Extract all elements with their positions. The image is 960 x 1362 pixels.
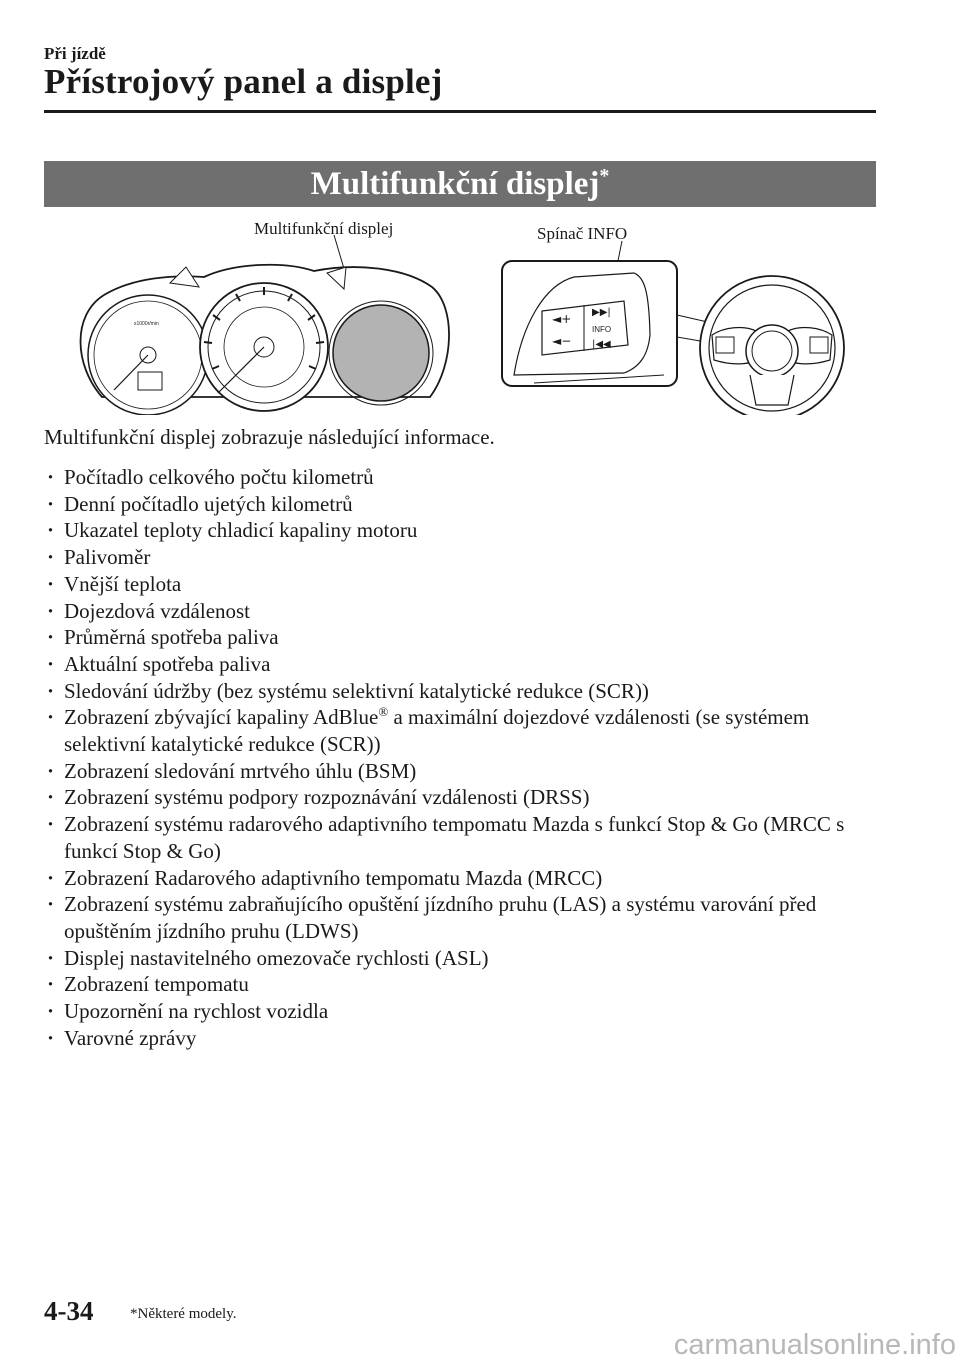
tach-unit-label: x1000r/min (134, 321, 159, 327)
title-divider (44, 110, 876, 113)
list-item: · Dojezdová vzdálenost (44, 598, 876, 625)
section-asterisk: * (599, 165, 610, 187)
list-item: · Zobrazení systému radarového adaptivního tempomatu Mazda s funkcí Stop & Go (MRCC s funkcí Stop & Go) (44, 811, 876, 864)
section-title: Multifunkční displej (310, 166, 600, 202)
list-item: · Zobrazení systému podpory rozpoznávání vzdálenosti (DRSS) (44, 784, 876, 811)
footnote: *Některé modely. (130, 1306, 237, 1322)
callout-multifunction-display: Multifunkční displej (254, 219, 394, 238)
list-item: · Průměrná spotřeba paliva (44, 624, 876, 651)
list-item: · Upozornění na rychlost vozidla (44, 998, 876, 1025)
list-item: · Denní počítadlo ujetých kilometrů (44, 491, 876, 518)
svg-text:|◀◀: |◀◀ (592, 339, 611, 350)
adblue-text: Zobrazení zbývající kapaliny AdBlue (64, 705, 379, 730)
list-item: · Zobrazení Radarového adaptivního tempomatu Mazda (MRCC) (44, 865, 876, 892)
registered-mark: ® (378, 704, 389, 720)
instrument-figure (44, 215, 876, 415)
list-item: · Ukazatel teploty chladicí kapaliny motoru (44, 517, 876, 544)
list-item: · Vnější teplota (44, 571, 876, 598)
section-banner (44, 161, 876, 207)
list-item: · Varovné zprávy (44, 1025, 876, 1052)
list-item: · Sledování údržby (bez systému selektivní katalytické redukce (SCR)) (44, 678, 876, 705)
list-item: · Aktuální spotřeba paliva (44, 651, 876, 678)
list-item: · Zobrazení systému zabraňujícího opuštění jízdního pruhu (LAS) a systému varování před opuštěním jízdního pruhu (LDWS) (44, 891, 876, 944)
svg-text:▶▶|: ▶▶| (592, 307, 611, 318)
svg-text:◄+: ◄+ (552, 312, 572, 326)
watermark: carmanualsonline.info (673, 1329, 956, 1361)
svg-text:◄−: ◄− (552, 334, 572, 348)
list-item: · Displej nastavitelného omezovače rychlosti (ASL) (44, 945, 876, 972)
list-item: · Zobrazení sledování mrtvého úhlu (BSM) (44, 758, 876, 785)
info-button-label: INFO (592, 325, 612, 334)
figure-illustration (44, 215, 876, 415)
steering-wheel (700, 276, 844, 415)
switch-detail-inset (502, 261, 712, 386)
instrument-cluster (81, 265, 450, 415)
intro-text: Multifunkční displej zobrazuje následující informace. (44, 425, 495, 449)
adblue-text-rest: a maximální dojezdové vzdálenosti (se systémem selektivní katalytické redukce (SCR)) (64, 705, 810, 757)
tach-display-box (138, 372, 162, 390)
callout-info-switch: Spínač INFO (537, 224, 628, 243)
list-item: · Počítadlo celkového počtu kilometrů (44, 464, 876, 491)
list-item: · Zobrazení tempomatu (44, 971, 876, 998)
multifunction-display (333, 305, 429, 401)
breadcrumb: Při jízdě (44, 44, 106, 63)
list-item: · Palivoměr (44, 544, 876, 571)
list-item (44, 704, 876, 757)
page-title: Přístrojový panel a displej (44, 62, 443, 101)
page-number: 4-34 (44, 1296, 94, 1326)
feature-list (44, 464, 876, 1051)
